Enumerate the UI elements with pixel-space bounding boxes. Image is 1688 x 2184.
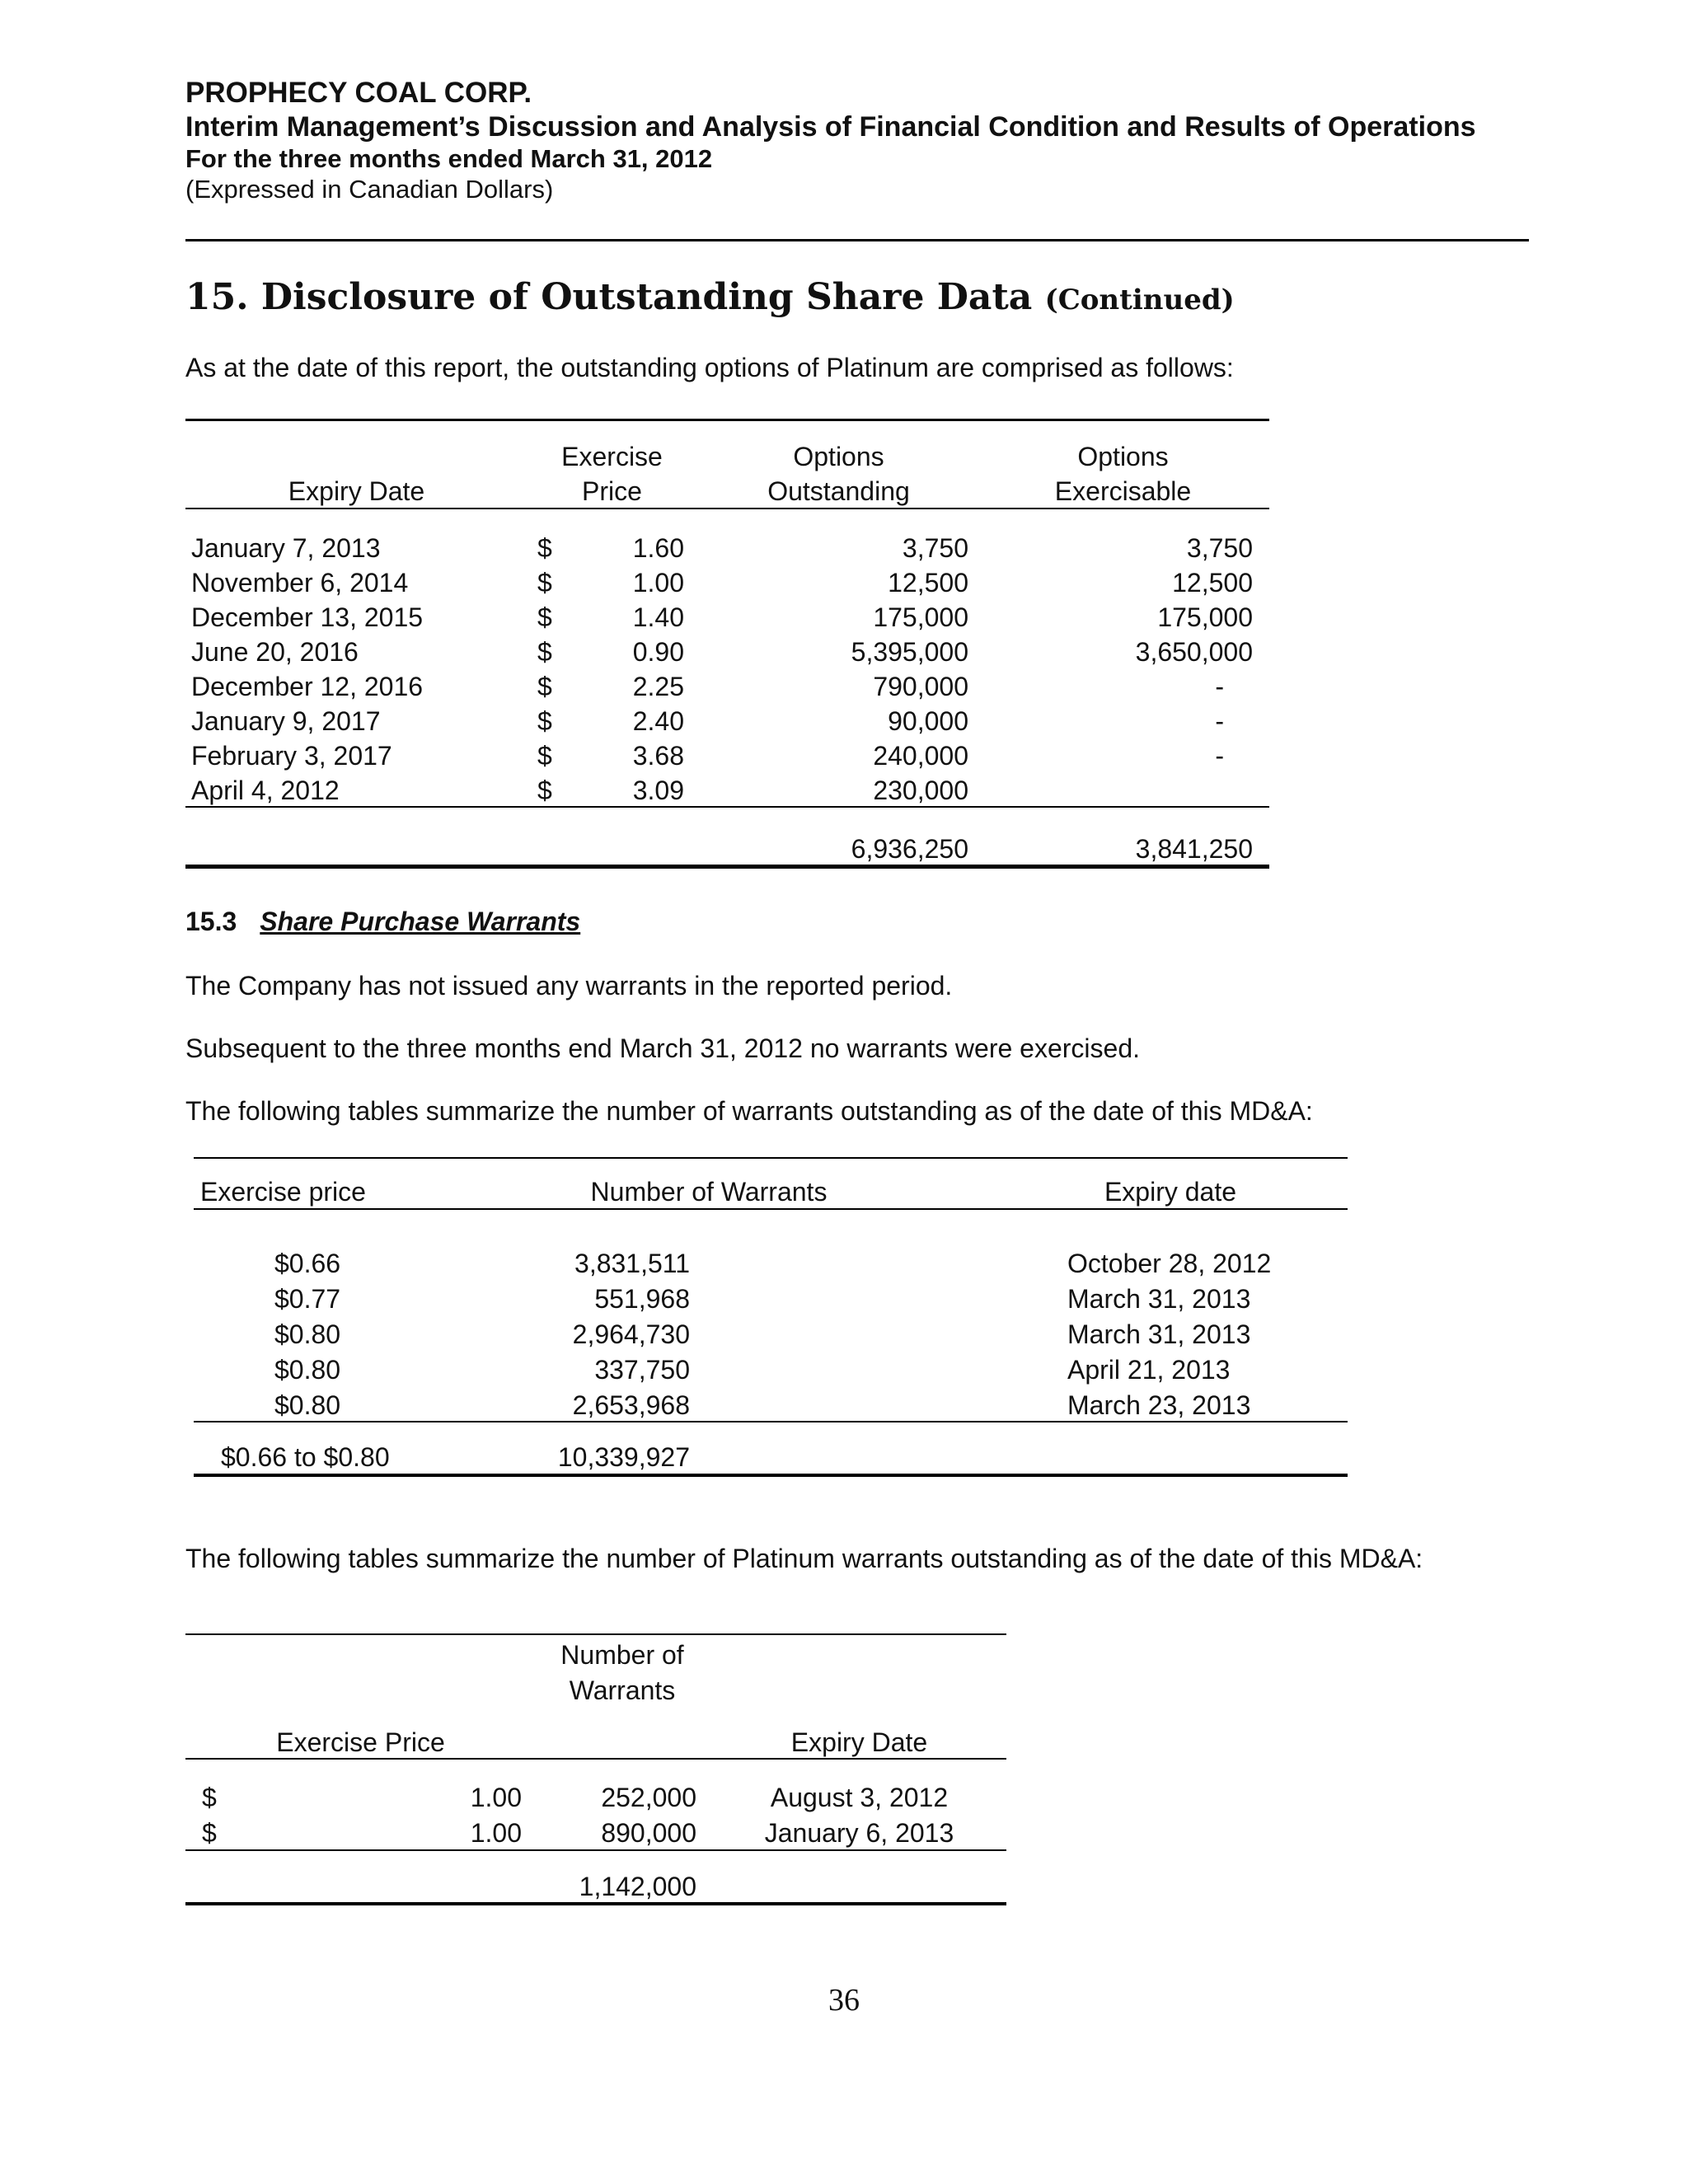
outstanding-cell: 12,500 xyxy=(888,568,968,598)
header-number-of-warrants: Number of Warrants xyxy=(590,1177,828,1207)
outstanding-cell: 5,395,000 xyxy=(851,637,968,667)
section-heading xyxy=(185,276,1235,318)
warrants-para-3: The following tables summarize the number of warrants outstanding as of the date of this MD&A: xyxy=(185,1096,1313,1126)
exercisable-cell: 12,500 xyxy=(1172,568,1253,598)
price-cell: $0.80 xyxy=(274,1390,341,1420)
warrants-subheading-title: Share Purchase Warrants xyxy=(260,907,581,936)
platinum-warrants-intro: The following tables summarize the number of Platinum warrants outstanding as of the date of this MD&A: xyxy=(185,1544,1423,1573)
currency-cell: $ xyxy=(537,637,552,667)
number-cell: 3,831,511 xyxy=(574,1249,690,1278)
currency-cell: $ xyxy=(537,672,552,701)
expiry-cell: March 31, 2013 xyxy=(1067,1319,1251,1349)
exercisable-cell: 3,650,000 xyxy=(1135,637,1253,667)
expiry-cell: December 12, 2016 xyxy=(191,672,424,701)
header-exercise-price: Exercise price xyxy=(200,1177,366,1207)
exercisable-cell: 175,000 xyxy=(1157,602,1253,632)
warrants-total-number: 10,339,927 xyxy=(557,1442,690,1472)
currency-cell: $ xyxy=(537,602,552,632)
outstanding-cell: 230,000 xyxy=(873,776,968,805)
warrants-subheading xyxy=(185,907,580,937)
header-outstanding-2: Outstanding xyxy=(767,476,910,506)
options-header-rule xyxy=(185,508,1269,509)
currency-cell: $ xyxy=(537,568,552,598)
price-cell: 3.09 xyxy=(632,776,684,805)
warrants-total-rule xyxy=(194,1474,1348,1477)
exercisable-cell: - xyxy=(1215,672,1224,701)
expiry-cell: December 13, 2015 xyxy=(191,602,424,632)
company-name: PROPHECY COAL CORP. xyxy=(185,77,532,109)
expiry-cell: April 21, 2013 xyxy=(1067,1355,1231,1385)
price-cell: $0.80 xyxy=(274,1355,341,1385)
outstanding-cell: 175,000 xyxy=(873,602,968,632)
outstanding-cell: 3,750 xyxy=(902,533,968,563)
currency-cell: $ xyxy=(537,533,552,563)
price-cell: 1.40 xyxy=(632,602,684,632)
number-cell: 337,750 xyxy=(594,1355,690,1385)
number-cell: 890,000 xyxy=(601,1818,696,1848)
number-cell: 2,964,730 xyxy=(572,1319,690,1349)
currency-cell: $ xyxy=(537,706,552,736)
header-exercise-price-1: Exercise xyxy=(561,442,663,471)
currency-cell: $ xyxy=(537,741,552,771)
expiry-cell: April 4, 2012 xyxy=(191,776,340,805)
expiry-cell: February 3, 2017 xyxy=(191,741,392,771)
platinum-header-rule xyxy=(185,1758,1006,1760)
header-outstanding-1: Options xyxy=(793,442,884,471)
header-divider xyxy=(185,239,1529,241)
expiry-cell: August 3, 2012 xyxy=(770,1783,949,1812)
number-cell: 252,000 xyxy=(601,1783,696,1812)
price-cell: 1.00 xyxy=(470,1783,522,1812)
price-cell: 1.60 xyxy=(632,533,684,563)
header-expiry-date: Expiry Date xyxy=(790,1727,928,1757)
price-cell: $0.77 xyxy=(274,1284,341,1314)
number-cell: 2,653,968 xyxy=(572,1390,690,1420)
outstanding-cell: 90,000 xyxy=(888,706,968,736)
header-exercise-price: Exercise Price xyxy=(276,1727,445,1757)
options-table-top-rule xyxy=(185,419,1269,421)
report-title: Interim Management’s Discussion and Analysis of Financial Condition and Results of Operations xyxy=(185,111,1476,143)
currency-note: (Expressed in Canadian Dollars) xyxy=(185,175,554,204)
header-number-of-2: Warrants xyxy=(569,1675,676,1705)
header-number-of-1: Number of xyxy=(560,1640,684,1670)
number-cell: 551,968 xyxy=(594,1284,690,1314)
warrants-para-1: The Company has not issued any warrants in the reported period. xyxy=(185,971,953,1001)
currency-cell: $ xyxy=(202,1818,217,1848)
warrants-subtotal-rule xyxy=(194,1421,1348,1422)
header-exercisable-1: Options xyxy=(1077,442,1169,471)
options-total-outstanding: 6,936,250 xyxy=(851,834,968,864)
warrants-para-2: Subsequent to the three months end March 31, 2012 no warrants were exercised. xyxy=(185,1033,1141,1063)
price-cell: 2.40 xyxy=(632,706,684,736)
options-total-exercisable: 3,841,250 xyxy=(1135,834,1253,864)
price-cell: 1.00 xyxy=(470,1818,522,1848)
outstanding-cell: 240,000 xyxy=(873,741,968,771)
expiry-cell: January 6, 2013 xyxy=(764,1818,954,1848)
platinum-total-number: 1,142,000 xyxy=(579,1872,696,1901)
price-cell: 3.68 xyxy=(632,741,684,771)
header-exercisable-2: Exercisable xyxy=(1054,476,1192,506)
exercisable-cell: - xyxy=(1215,741,1224,771)
expiry-cell: March 31, 2013 xyxy=(1067,1284,1251,1314)
expiry-cell: March 23, 2013 xyxy=(1067,1390,1251,1420)
platinum-subtotal-rule xyxy=(185,1849,1006,1851)
options-intro: As at the date of this report, the outstanding options of Platinum are comprised as follows: xyxy=(185,353,1234,382)
currency-cell: $ xyxy=(202,1783,217,1812)
expiry-cell: January 7, 2013 xyxy=(191,533,381,563)
price-cell: 2.25 xyxy=(632,672,684,701)
expiry-cell: January 9, 2017 xyxy=(191,706,381,736)
options-total-rule xyxy=(185,865,1269,869)
warrants-subheading-number: 15.3 xyxy=(185,907,237,936)
page-number: 36 xyxy=(828,1983,860,2018)
platinum-total-rule xyxy=(185,1902,1006,1905)
exercisable-cell: - xyxy=(1215,706,1224,736)
header-exercise-price-2: Price xyxy=(582,476,642,506)
platinum-table-top-rule xyxy=(185,1633,1006,1635)
header-expiry-date: Expiry date xyxy=(1104,1177,1237,1207)
expiry-cell: June 20, 2016 xyxy=(191,637,359,667)
price-cell: 0.90 xyxy=(632,637,684,667)
report-period: For the three months ended March 31, 2012 xyxy=(185,144,713,173)
header-expiry-date: Expiry Date xyxy=(288,476,425,506)
outstanding-cell: 790,000 xyxy=(873,672,968,701)
warrants-header-rule xyxy=(194,1208,1348,1210)
warrants-table-top-rule xyxy=(194,1157,1348,1159)
currency-cell: $ xyxy=(537,776,552,805)
warrants-total-range: $0.66 to $0.80 xyxy=(221,1442,390,1472)
section-heading-text: 15. Disclosure of Outstanding Share Data xyxy=(185,276,1033,318)
section-heading-suffix: (Continued) xyxy=(1044,284,1235,316)
expiry-cell: November 6, 2014 xyxy=(191,568,409,598)
price-cell: $0.66 xyxy=(274,1249,341,1278)
price-cell: 1.00 xyxy=(632,568,684,598)
price-cell: $0.80 xyxy=(274,1319,341,1349)
exercisable-cell: 3,750 xyxy=(1186,533,1253,563)
options-subtotal-rule xyxy=(185,806,1269,808)
expiry-cell: October 28, 2012 xyxy=(1067,1249,1272,1278)
